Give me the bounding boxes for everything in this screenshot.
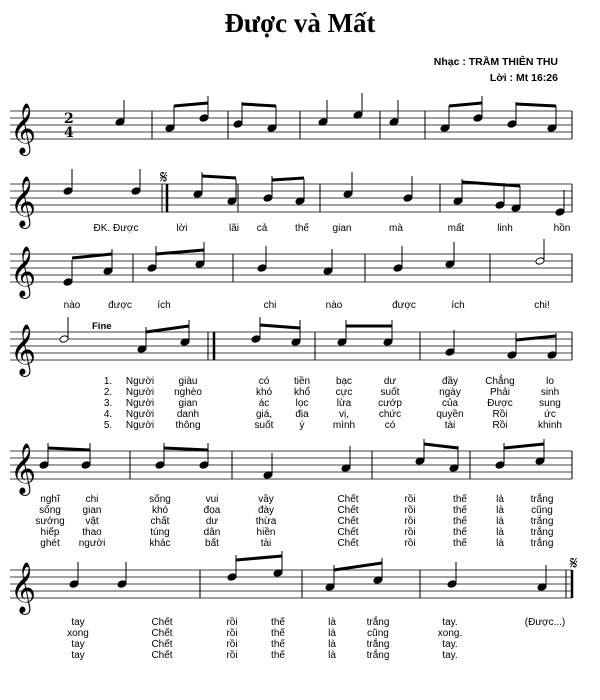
verse-lyric: giá, xyxy=(255,409,273,420)
verse-lyric: là xyxy=(328,650,336,661)
verse-lyric: ác xyxy=(258,398,270,409)
verse-lyric: chức xyxy=(378,409,402,420)
verse-lyric: khổ xyxy=(293,387,311,398)
verse-lyric: là xyxy=(496,505,504,516)
verse-lyric: tiền xyxy=(293,376,311,387)
verse-lyric: nghèo xyxy=(174,387,202,398)
refrain-lyric: được xyxy=(392,300,416,311)
note-head xyxy=(117,580,127,589)
note-head xyxy=(495,461,505,470)
verse-lyric: cực xyxy=(335,387,353,398)
verse-lyric: thông xyxy=(175,420,201,431)
staff-4 xyxy=(10,332,572,360)
staff-1 xyxy=(10,111,572,139)
verse-lyric: thế xyxy=(453,527,467,538)
verse-lyric: xong xyxy=(67,628,89,639)
verse-lyric: thừa xyxy=(255,516,277,527)
staff-6 xyxy=(10,570,572,598)
verse-lyric: thế xyxy=(453,494,467,505)
verse-lyric: bất xyxy=(205,538,219,549)
verse-lyric: 3. xyxy=(103,398,113,409)
verse-lyric: Người xyxy=(125,409,155,420)
note-beam xyxy=(516,104,556,106)
verse-lyric: là xyxy=(496,494,504,505)
note-beam xyxy=(260,325,300,328)
verse-lyric: nghĩ xyxy=(40,494,60,505)
note-head xyxy=(59,335,69,344)
note-head xyxy=(147,264,157,273)
verse-lyric: của xyxy=(441,398,459,409)
note-head xyxy=(507,120,517,129)
song-title: Được và Mất xyxy=(224,8,376,38)
treble-clef-icon: 𝄞 xyxy=(10,324,37,375)
treble-clef-icon: 𝄞 xyxy=(10,246,37,297)
verse-lyric: là xyxy=(496,516,504,527)
treble-clef-icon: 𝄞 xyxy=(10,443,37,494)
verse-lyric: Chẳng xyxy=(485,376,515,387)
refrain-lyric: ích xyxy=(157,300,171,311)
refrain-lyric: lời xyxy=(176,223,188,234)
note-beam xyxy=(72,254,112,258)
verse-lyric: thế xyxy=(453,505,467,516)
note-beam xyxy=(236,556,282,560)
verse-lyric: sinh xyxy=(540,387,560,398)
verse-lyric: lọc xyxy=(295,398,309,409)
verse-lyric: rồi xyxy=(404,516,416,527)
staff-2 xyxy=(10,184,572,212)
verse-lyric: vui xyxy=(205,494,219,505)
verse-lyric: là xyxy=(328,639,336,650)
note-beam xyxy=(334,563,382,570)
verse-lyric: ngày xyxy=(439,387,461,398)
note-head xyxy=(251,335,261,344)
refrain-lyric: nào xyxy=(63,300,81,311)
verse-lyric: chi xyxy=(85,494,99,505)
verse-lyric: Phải xyxy=(489,387,511,398)
verse-lyric: dư xyxy=(205,516,219,527)
verse-lyric: người xyxy=(78,538,106,549)
refrain-lyric: được xyxy=(108,300,132,311)
treble-clef-icon: 𝄞 xyxy=(10,176,37,227)
verse-lyric: cướp xyxy=(378,398,402,409)
verse-lyric: có xyxy=(384,420,396,431)
verse-lyric: tài xyxy=(444,420,456,431)
verse-lyric: Chết xyxy=(337,538,359,549)
note-head xyxy=(495,201,505,210)
refrain-lyric: gian xyxy=(332,223,352,234)
verse-lyric: Chết xyxy=(151,650,173,661)
verse-lyric: Người xyxy=(125,398,155,409)
verse-lyric: sướng xyxy=(35,516,65,527)
verse-lyric: tài xyxy=(260,538,272,549)
verse-lyric: hiền xyxy=(256,527,276,538)
note-beam xyxy=(504,444,544,448)
verse-lyric: thế xyxy=(271,628,285,639)
note-beam xyxy=(164,448,208,450)
verse-lyric: đọa xyxy=(203,505,221,516)
verse-lyric: khinh xyxy=(538,420,562,431)
verse-lyric: 2. xyxy=(103,387,113,398)
refrain-lyric: ích xyxy=(451,300,465,311)
verse-lyric: tay xyxy=(71,639,85,650)
verse-lyric: sống xyxy=(149,494,171,505)
note-beam xyxy=(424,444,458,448)
music-credit: Nhạc : TRẦM THIÊN THU xyxy=(433,56,558,68)
verse-lyric: ức xyxy=(544,409,556,420)
verse-lyric: trắng xyxy=(530,516,554,527)
verse-lyric: lo xyxy=(546,376,554,387)
note-head xyxy=(403,194,413,203)
note-head xyxy=(131,187,141,196)
verse-lyric: túng xyxy=(150,527,170,538)
verse-lyric: thế xyxy=(453,516,467,527)
verse-lyric: đày xyxy=(257,505,275,516)
verse-lyric: khó xyxy=(255,387,273,398)
verse-lyric: rồi xyxy=(404,538,416,549)
verse-lyric: tay xyxy=(71,617,85,628)
verse-lyric: là xyxy=(328,628,336,639)
note-head xyxy=(227,573,237,582)
verse-lyric: 4. xyxy=(103,409,113,420)
verse-lyric: Chết xyxy=(151,617,173,628)
verse-lyric: rồi xyxy=(404,527,416,538)
verse-lyric: Chết xyxy=(151,628,173,639)
verse-lyric: giàu xyxy=(178,376,198,387)
verse-lyric: thế xyxy=(271,617,285,628)
time-sig-top: 2 xyxy=(64,111,74,127)
verse-lyric: Chết xyxy=(337,527,359,538)
verse-lyric: sung xyxy=(539,398,561,409)
treble-clef-icon: 𝄞 xyxy=(10,103,37,154)
verse-lyric: thao xyxy=(82,527,102,538)
verse-lyric: Chết xyxy=(337,494,359,505)
time-sig-bottom: 4 xyxy=(64,125,74,141)
verse-lyric: (Được...) xyxy=(524,617,566,628)
fine-label: Fine xyxy=(92,321,112,332)
verse-lyric: trắng xyxy=(366,617,390,628)
note-beam xyxy=(48,448,90,450)
note-beam xyxy=(449,103,482,106)
verse-lyric: hiếp xyxy=(40,527,60,538)
verse-lyric: 5. xyxy=(103,420,113,431)
note-beam xyxy=(242,104,276,106)
refrain-lyric: mà xyxy=(389,223,403,234)
verse-lyric: suốt xyxy=(380,387,400,398)
verse-lyric: Người xyxy=(125,387,155,398)
verse-lyric: rồi xyxy=(226,617,238,628)
lyrics-credit: Lời : Mt 16:26 xyxy=(489,72,558,84)
note-head xyxy=(507,351,517,360)
note-head xyxy=(39,461,49,470)
verse-lyric: danh xyxy=(176,409,200,420)
verse-lyric: rồi xyxy=(226,639,238,650)
verse-lyric: dư xyxy=(383,376,397,387)
verse-lyric: tay. xyxy=(442,639,458,650)
verse-lyric: tay. xyxy=(442,617,458,628)
refrain-lyric: nào xyxy=(325,300,343,311)
note-head xyxy=(393,264,403,273)
verse-lyric: sống xyxy=(39,505,61,516)
note-head xyxy=(199,114,209,123)
verse-lyric: Chết xyxy=(151,639,173,650)
refrain-lyric: chi! xyxy=(534,300,550,311)
refrain-lyric: lãi xyxy=(228,223,240,234)
refrain-lyric: mất xyxy=(447,223,465,234)
refrain-lyric: chi xyxy=(263,300,277,311)
note-head xyxy=(63,278,73,287)
verse-lyric: rồi xyxy=(404,505,416,516)
verse-lyric: Được xyxy=(487,398,513,409)
verse-lyric: Người xyxy=(125,420,155,431)
note-beam xyxy=(462,182,520,186)
note-head xyxy=(233,120,243,129)
verse-lyric: trắng xyxy=(530,494,554,505)
verse-lyric: tay. xyxy=(442,650,458,661)
verse-lyric: Rồi xyxy=(492,420,508,431)
verse-lyric: trắng xyxy=(366,650,390,661)
note-head xyxy=(535,257,545,266)
verse-lyric: xong. xyxy=(437,628,463,639)
verse-lyric: 1. xyxy=(103,376,113,387)
verse-lyric: trắng xyxy=(366,639,390,650)
note-head xyxy=(445,348,455,357)
note-head xyxy=(547,351,557,360)
verse-lyric: Người xyxy=(125,376,155,387)
verse-lyric: rồi xyxy=(226,628,238,639)
verse-lyric: vật xyxy=(85,516,99,527)
note-head xyxy=(447,580,457,589)
verse-lyric: khác xyxy=(149,538,171,549)
verse-lyric: trắng xyxy=(530,538,554,549)
verse-lyric: Rồi xyxy=(492,409,508,420)
verse-lyric: ghét xyxy=(40,538,60,549)
note-head xyxy=(199,461,209,470)
verse-lyric: là xyxy=(496,527,504,538)
refrain-lyric: hồn xyxy=(553,223,571,234)
staff-5 xyxy=(10,451,572,479)
verse-lyric: trắng xyxy=(530,527,554,538)
verse-lyric: rồi xyxy=(226,650,238,661)
refrain-lyric: thế xyxy=(295,223,309,234)
verse-lyric: thế xyxy=(271,639,285,650)
verse-lyric: có xyxy=(258,376,270,387)
refrain-lyric: linh xyxy=(497,223,513,234)
verse-lyric: suốt xyxy=(254,420,274,431)
note-head xyxy=(263,194,273,203)
verse-lyric: vầy xyxy=(258,494,274,505)
segno-icon: 𝄋 xyxy=(570,553,578,574)
note-beam xyxy=(272,178,304,180)
note-beam xyxy=(156,250,204,254)
note-head xyxy=(155,461,165,470)
note-beam xyxy=(202,176,236,178)
verse-lyric: vị, xyxy=(339,409,349,420)
verse-lyric: bạc xyxy=(335,376,353,387)
note-head xyxy=(69,580,79,589)
verse-lyric: thế xyxy=(271,650,285,661)
verse-lyric: thế xyxy=(453,538,467,549)
refrain-lyric: ĐK. Được xyxy=(93,223,139,234)
verse-lyric: là xyxy=(496,538,504,549)
verse-lyric: khó xyxy=(151,505,169,516)
verse-lyric: gian xyxy=(82,505,102,516)
note-head xyxy=(473,114,483,123)
verse-lyric: đầy xyxy=(441,376,459,387)
treble-clef-icon: 𝄞 xyxy=(10,562,37,613)
verse-lyric: cũng xyxy=(367,628,389,639)
staff-3 xyxy=(10,254,572,282)
verse-lyric: tay xyxy=(71,650,85,661)
verse-lyric: là xyxy=(328,617,336,628)
verse-lyric: ý xyxy=(299,420,305,431)
verse-lyric: lừa xyxy=(336,398,352,409)
note-beam xyxy=(146,326,189,332)
verse-lyric: chất xyxy=(150,516,170,527)
note-head xyxy=(555,208,565,217)
verse-lyric: địa xyxy=(295,409,309,420)
note-head xyxy=(257,264,267,273)
verse-lyric: mình xyxy=(332,420,356,431)
segno-icon: 𝄋 xyxy=(160,167,168,188)
verse-lyric: cũng xyxy=(531,505,553,516)
refrain-lyric: cả xyxy=(256,223,268,234)
verse-lyric: Chết xyxy=(337,516,359,527)
verse-lyric: dân xyxy=(203,527,221,538)
note-head xyxy=(63,187,73,196)
note-beam xyxy=(174,103,208,106)
verse-lyric: rồi xyxy=(404,494,416,505)
verse-lyric: Chết xyxy=(337,505,359,516)
verse-lyric: quyền xyxy=(436,409,464,420)
verse-lyric: gian xyxy=(178,398,198,409)
note-head xyxy=(81,461,91,470)
